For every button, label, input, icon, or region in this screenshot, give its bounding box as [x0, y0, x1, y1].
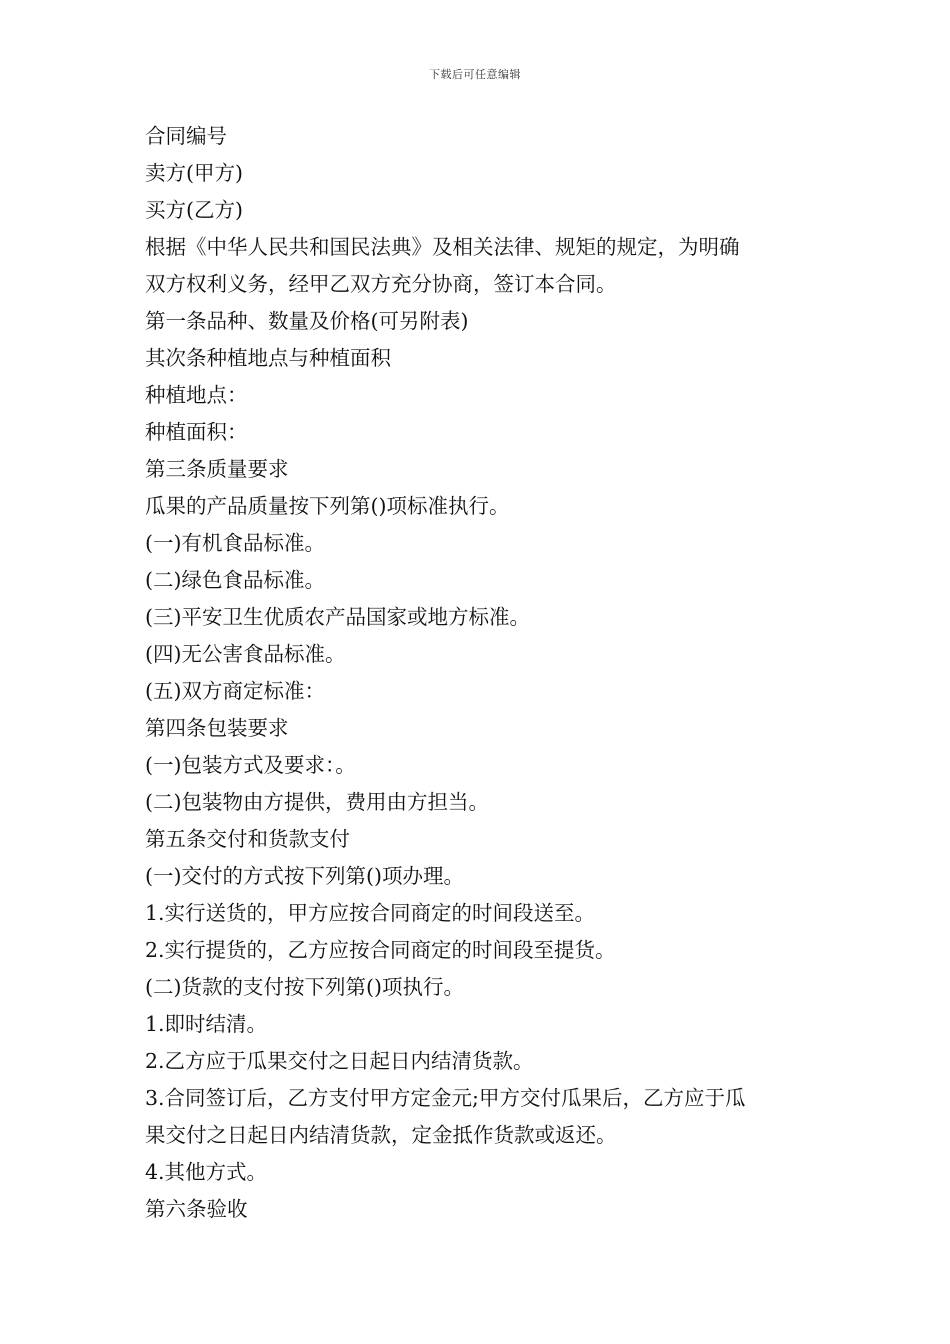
- list-item: (二)包装物由方提供，费用由方担当。: [145, 790, 489, 814]
- list-item: 1.即时结清。: [145, 1012, 268, 1036]
- page-header: 下载后可任意编辑: [429, 68, 521, 81]
- list-item: (五)双方商定标准：: [145, 679, 325, 703]
- list-item: (三)平安卫生优质农产品国家或地方标准。: [145, 605, 530, 629]
- list-item: 4.其他方式。: [145, 1160, 268, 1184]
- buyer-line: 买方(乙方): [145, 198, 243, 222]
- list-item: 3.合同签订后，乙方支付甲方定金元;甲方交付瓜果后，乙方应于瓜: [145, 1086, 746, 1110]
- article-heading: 第三条质量要求: [145, 457, 289, 481]
- article-heading: 第一条品种、数量及价格(可另附表): [145, 309, 469, 333]
- document-body: [145, 118, 810, 1228]
- paragraph-line: 种植地点：: [145, 383, 248, 407]
- list-item: 1.实行送货的，甲方应按合同商定的时间段送至。: [145, 901, 596, 925]
- preamble-line: 双方权利义务，经甲乙双方充分协商，签订本合同。: [145, 272, 617, 296]
- contract-number-line: 合同编号: [145, 124, 227, 148]
- article-heading: 第五条交付和货款支付: [145, 827, 350, 851]
- article-heading: 第六条验收: [145, 1197, 248, 1221]
- paragraph-line: 种植面积：: [145, 420, 248, 444]
- list-item: (一)交付的方式按下列第()项办理。: [145, 864, 464, 888]
- list-item: 2.乙方应于瓜果交付之日起日内结清货款。: [145, 1049, 534, 1073]
- list-item: (一)包装方式及要求：。: [145, 753, 356, 777]
- list-item: (四)无公害食品标准。: [145, 642, 346, 666]
- preamble-line: 根据《中华人民共和国民法典》及相关法律、规矩的规定，为明确: [145, 235, 740, 259]
- article-heading: 第四条包装要求: [145, 716, 289, 740]
- seller-line: 卖方(甲方): [145, 161, 243, 185]
- list-item: (一)有机食品标准。: [145, 531, 325, 555]
- list-item: 果交付之日起日内结清货款，定金抵作货款或返还。: [145, 1123, 617, 1147]
- article-heading: 其次条种植地点与种植面积: [145, 346, 391, 370]
- paragraph-line: 瓜果的产品质量按下列第()项标准执行。: [145, 494, 510, 518]
- list-item: (二)绿色食品标准。: [145, 568, 325, 592]
- list-item: 2.实行提货的，乙方应按合同商定的时间段至提货。: [145, 938, 616, 962]
- list-item: (二)货款的支付按下列第()项执行。: [145, 975, 464, 999]
